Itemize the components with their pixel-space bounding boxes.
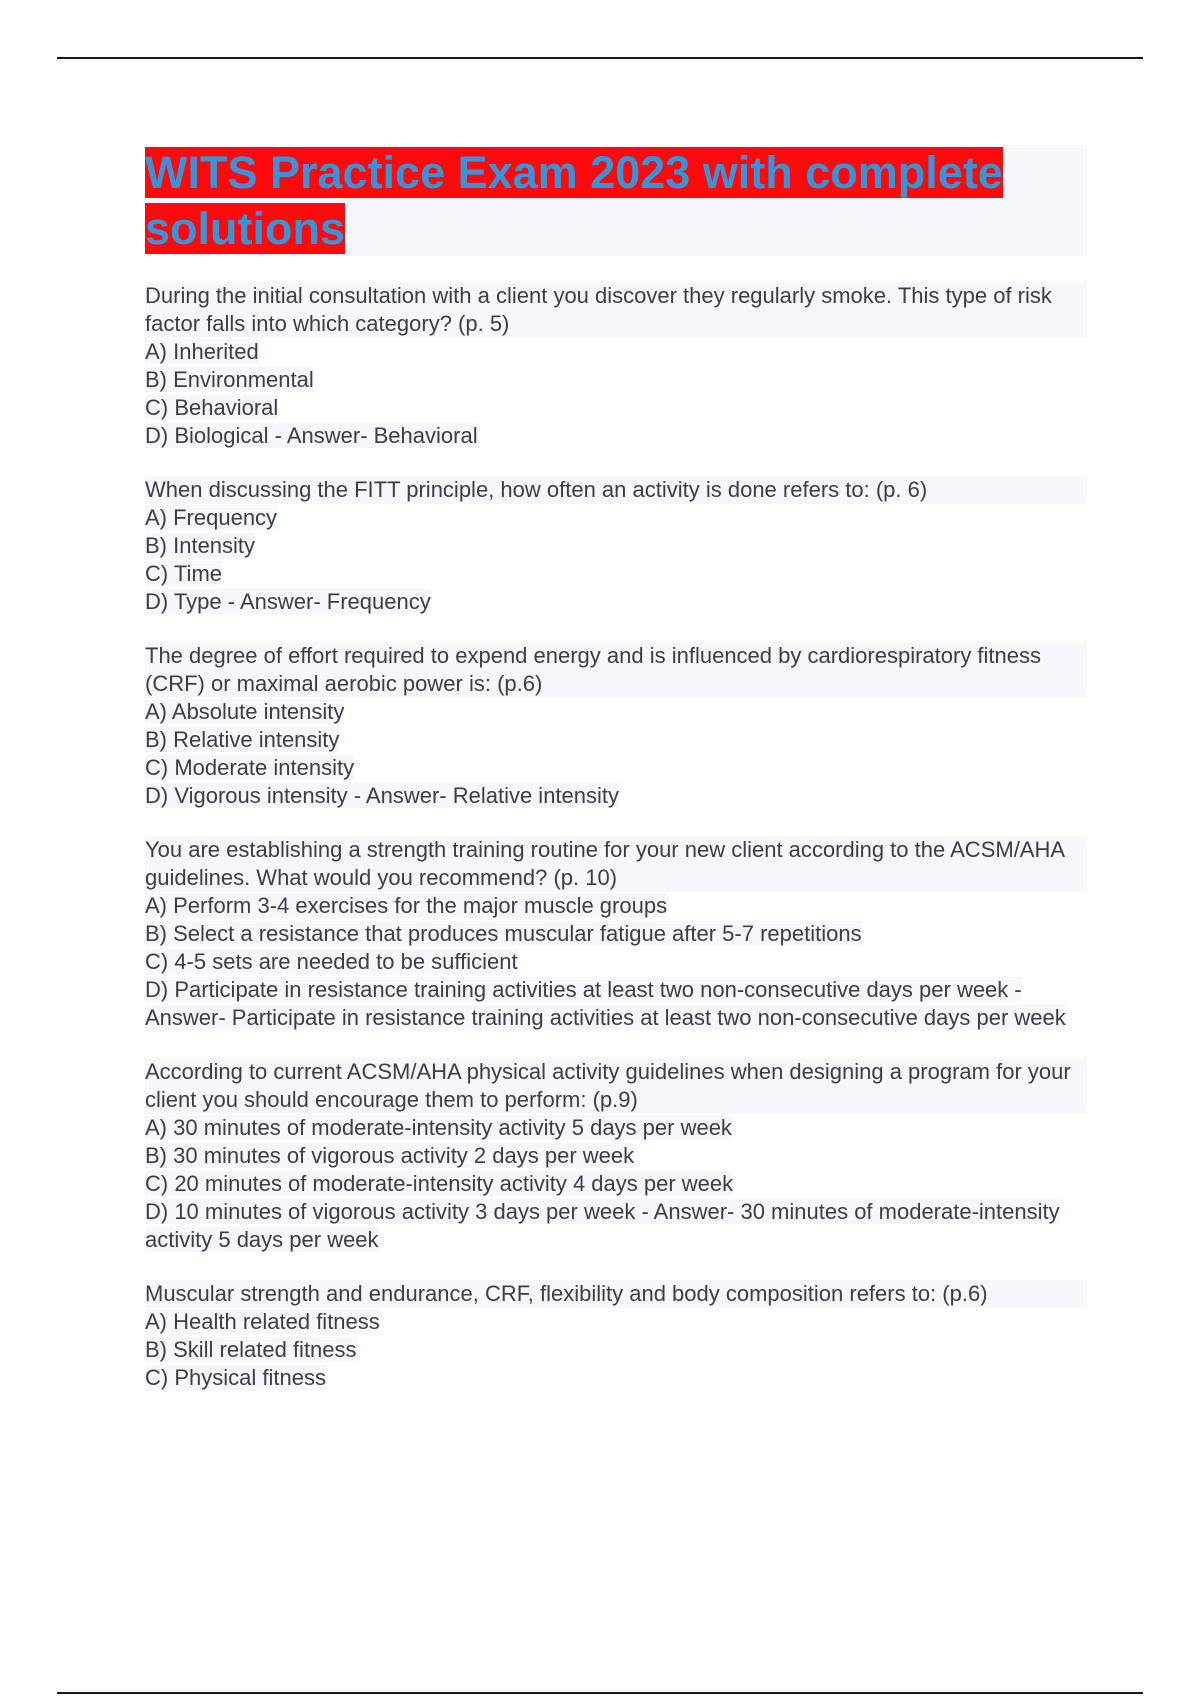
question-1 xyxy=(145,282,1087,450)
answer-option: B) 30 minutes of vigorous activity 2 days per week xyxy=(145,1143,635,1168)
answer-option: C) 4-5 sets are needed to be sufficient xyxy=(145,949,518,974)
question-stem: When discussing the FITT principle, how often an activity is done refers to: (p. 6) xyxy=(145,476,1087,504)
answer-option: C) Physical fitness xyxy=(145,1365,326,1390)
question-stem: You are establishing a strength training routine for your new client according to the ACSM/AHA guidelines. What would you recommend? (p. 10) xyxy=(145,836,1087,892)
answer-option: C) Moderate intensity xyxy=(145,755,355,780)
answer-option: A) Frequency xyxy=(145,505,278,530)
question-2 xyxy=(145,476,1087,616)
answer-option: B) Relative intensity xyxy=(145,727,340,752)
answer-option: A) Inherited xyxy=(145,339,259,364)
answer-option: D) Vigorous intensity - Answer- Relative intensity xyxy=(145,783,620,808)
question-stem: The degree of effort required to expend energy and is influenced by cardiorespiratory fitness (CRF) or maximal aerobic power is: (p.6) xyxy=(145,642,1087,698)
question-stem: According to current ACSM/AHA physical activity guidelines when designing a program for your client you should encourage them to perform: (p.9) xyxy=(145,1058,1087,1114)
title-block xyxy=(145,145,1087,256)
answer-option: C) Behavioral xyxy=(145,395,279,420)
answer-option: C) 20 minutes of moderate-intensity activity 4 days per week xyxy=(145,1171,734,1196)
bottom-rule xyxy=(57,1692,1143,1694)
answer-option: A) Perform 3-4 exercises for the major muscle groups xyxy=(145,893,668,918)
answer-option: A) Absolute intensity xyxy=(145,699,345,724)
answer-option: D) Biological - Answer- Behavioral xyxy=(145,423,478,448)
question-4 xyxy=(145,836,1087,1032)
answer-option: D) Type - Answer- Frequency xyxy=(145,589,431,614)
answer-option: D) 10 minutes of vigorous activity 3 days per week - Answer- 30 minutes of moderate-intensity activity 5 days per week xyxy=(145,1199,1060,1252)
answer-option: A) 30 minutes of moderate-intensity activity 5 days per week xyxy=(145,1115,732,1140)
document-body xyxy=(145,145,1087,1418)
answer-option: B) Select a resistance that produces muscular fatigue after 5-7 repetitions xyxy=(145,921,862,946)
question-6 xyxy=(145,1280,1087,1392)
document-title: WITS Practice Exam 2023 with complete solutions xyxy=(145,147,1003,254)
top-rule xyxy=(57,57,1143,59)
answer-option: C) Time xyxy=(145,561,222,586)
answer-option: B) Environmental xyxy=(145,367,314,392)
question-stem: During the initial consultation with a client you discover they regularly smoke. This type of risk factor falls into which category? (p. 5) xyxy=(145,282,1087,338)
answer-option: B) Intensity xyxy=(145,533,256,558)
answer-option: B) Skill related fitness xyxy=(145,1337,357,1362)
question-5 xyxy=(145,1058,1087,1254)
answer-option: D) Participate in resistance training activities at least two non-consecutive days per week - Answer- Participate in resistance training activities at least two non-consecutive days per week xyxy=(145,977,1066,1030)
answer-option: A) Health related fitness xyxy=(145,1309,380,1334)
question-stem: Muscular strength and endurance, CRF, flexibility and body composition refers to: (p.6) xyxy=(145,1280,1087,1308)
question-3 xyxy=(145,642,1087,810)
